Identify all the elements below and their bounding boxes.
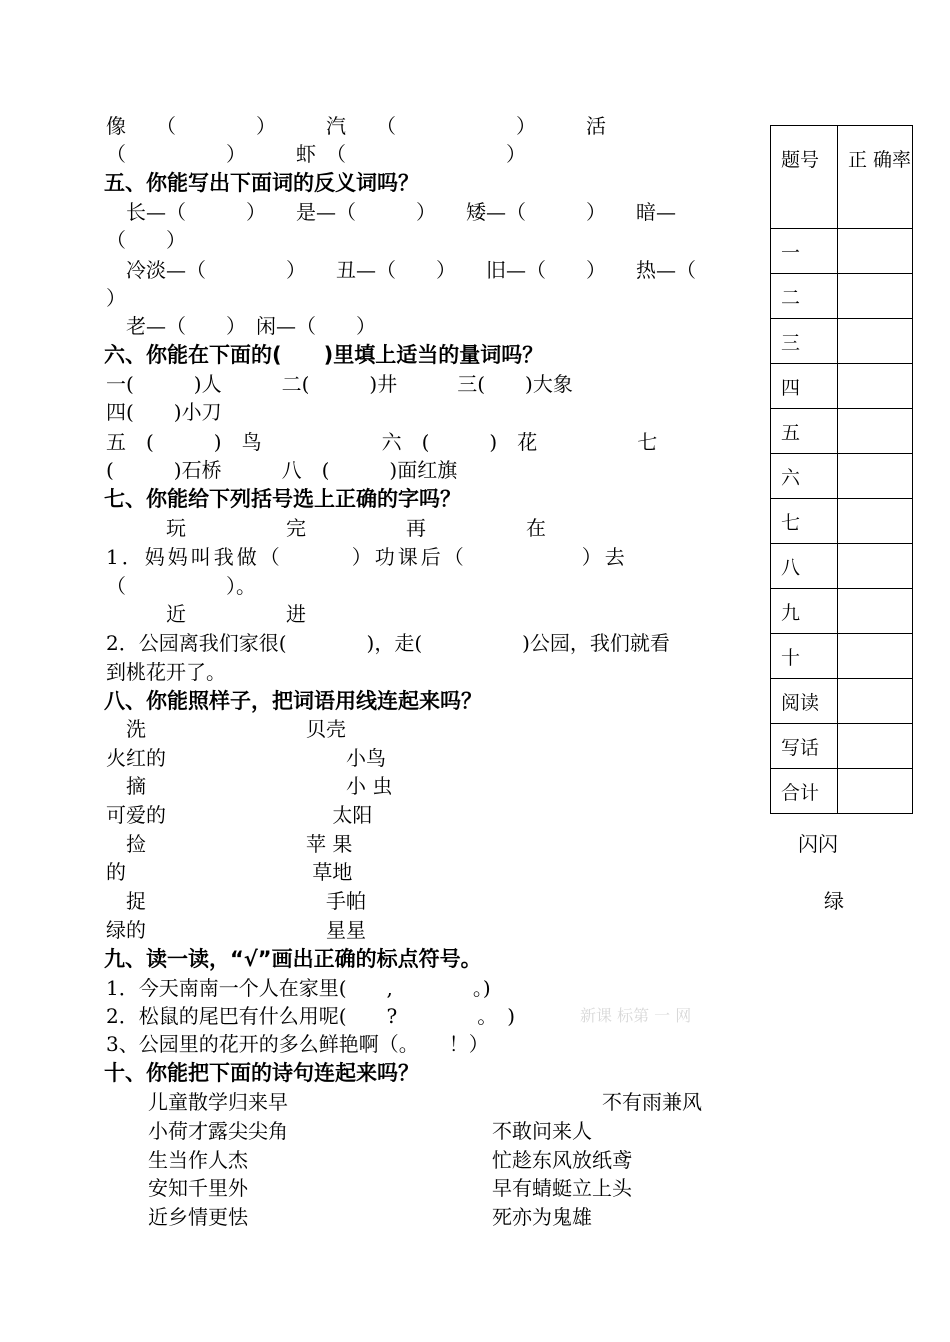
- text-line: 捡 苹 果: [106, 832, 353, 856]
- poem-right: 不有雨兼风: [602, 1090, 702, 1114]
- section-10-heading: 十、你能把下面的诗句连起来吗？: [104, 1061, 419, 1085]
- score-row-blank: [838, 724, 913, 769]
- score-row-blank: [838, 679, 913, 724]
- text-line: 绿: [824, 889, 844, 913]
- score-row-blank: [838, 319, 913, 364]
- score-table-row: [771, 544, 913, 589]
- score-row-blank: [838, 544, 913, 589]
- score-table-row: [771, 634, 913, 679]
- text-line: 3、公园里的花开的多么鲜艳啊（。 ！）: [106, 1032, 489, 1056]
- score-row-label: 二: [771, 274, 838, 319]
- score-row-label: 七: [771, 499, 838, 544]
- score-table-row: [771, 769, 913, 814]
- score-row-label: 一: [771, 229, 838, 274]
- score-table-row: [771, 499, 913, 544]
- text-line: 闪闪: [798, 832, 838, 856]
- text-line: 的 草地: [106, 860, 353, 884]
- score-col-number: 题号: [771, 126, 838, 229]
- text-line: 四( )小刀: [106, 400, 222, 424]
- poem-left: 近乡情更怯: [148, 1205, 248, 1229]
- text-line: 捉 手帕: [106, 889, 366, 913]
- section-6-heading: 六、你能在下面的( )里填上适当的量词吗？: [104, 343, 544, 367]
- text-line: 近 进: [106, 602, 306, 626]
- score-row-blank: [838, 229, 913, 274]
- text-line: 2．公园离我们家很( )，走( )公园，我们就看: [106, 631, 670, 655]
- poem-right: 死亦为鬼雄: [492, 1205, 592, 1229]
- text-line: 2．松鼠的尾巴有什么用呢( ? 。 ): [106, 1004, 516, 1028]
- score-row-blank: [838, 589, 913, 634]
- watermark-text: 新课 标第 一 网: [580, 1006, 692, 1025]
- poem-left: 儿童散学归来早: [148, 1090, 288, 1114]
- poem-left: 生当作人杰: [148, 1148, 248, 1172]
- text-line: 摘 小 虫: [106, 774, 393, 798]
- score-row-label: 五: [771, 409, 838, 454]
- score-table-row: [771, 454, 913, 499]
- section-5-heading: 五、你能写出下面词的反义词吗？: [104, 171, 419, 195]
- poem-right: 忙趁东风放纸鸢: [492, 1148, 632, 1172]
- score-row-label: 四: [771, 364, 838, 409]
- score-row-blank: [838, 454, 913, 499]
- text-line: 洗 贝壳: [106, 717, 346, 741]
- score-table-row: [771, 589, 913, 634]
- text-line: 1．今天南南一个人在家里( , 。): [106, 976, 491, 1000]
- text-line: 可爱的 太阳: [106, 803, 373, 827]
- score-row-blank: [838, 634, 913, 679]
- score-table: [770, 125, 913, 814]
- score-row-label: 阅读: [771, 679, 838, 724]
- poem-right: 不敢问来人: [492, 1119, 592, 1143]
- section-8-heading: 八、你能照样子，把词语用线连起来吗？: [104, 689, 482, 713]
- text-line: 像 （ ） 汽 （ ） 活: [106, 114, 606, 138]
- score-table-row: [771, 724, 913, 769]
- score-table-header: [771, 126, 913, 229]
- score-table-row: [771, 364, 913, 409]
- score-table-row: [771, 679, 913, 724]
- text-line: 绿的 星星: [106, 918, 366, 942]
- text-line: 火红的 小鸟: [106, 746, 386, 770]
- score-row-blank: [838, 364, 913, 409]
- score-row-blank: [838, 499, 913, 544]
- score-row-label: 八: [771, 544, 838, 589]
- score-table-row: [771, 229, 913, 274]
- text-line: 玩 完 再 在: [106, 516, 546, 540]
- score-row-label: 六: [771, 454, 838, 499]
- score-table-row: [771, 409, 913, 454]
- score-row-label: 合计: [771, 769, 838, 814]
- score-row-label: 写话: [771, 724, 838, 769]
- score-row-label: 三: [771, 319, 838, 364]
- text-line: 冷淡—（ ） 丑—（ ） 旧—（ ） 热—（: [106, 258, 696, 282]
- text-line: ( )石桥 八 ( )面红旗: [106, 458, 458, 482]
- text-line: （ ） 虾 （ ）: [106, 142, 526, 166]
- score-col-accuracy: 正 确率: [838, 126, 913, 229]
- score-row-label: 九: [771, 589, 838, 634]
- score-row-blank: [838, 409, 913, 454]
- poem-left: 安知千里外: [148, 1176, 248, 1200]
- score-row-label: 十: [771, 634, 838, 679]
- score-table-row: [771, 319, 913, 364]
- text-line: 1．妈妈叫我做（ ）功课后（ ）去: [106, 545, 628, 569]
- poem-left: 小荷才露尖尖角: [148, 1119, 288, 1143]
- score-row-blank: [838, 769, 913, 814]
- text-line: 长—（ ） 是—（ ） 矮—（ ） 暗—: [106, 200, 676, 224]
- score-row-blank: [838, 274, 913, 319]
- poem-right: 早有蜻蜓立上头: [492, 1176, 632, 1200]
- section-7-heading: 七、你能给下列括号选上正确的字吗？: [104, 487, 461, 511]
- score-table-row: [771, 274, 913, 319]
- text-line: 五 ( ) 鸟 六 ( ) 花 七: [106, 430, 658, 454]
- text-line: （ ）。: [106, 574, 256, 598]
- text-line: ）: [106, 286, 126, 310]
- text-line: （ ）: [106, 228, 186, 252]
- text-line: 老—（ ） 闲—（ ）: [106, 314, 376, 338]
- text-line: 到桃花开了。: [106, 660, 226, 684]
- text-line: 一( )人 二( )井 三( )大象: [106, 372, 573, 396]
- section-9-heading: 九、读一读，“√”画出正确的标点符号。: [104, 947, 482, 971]
